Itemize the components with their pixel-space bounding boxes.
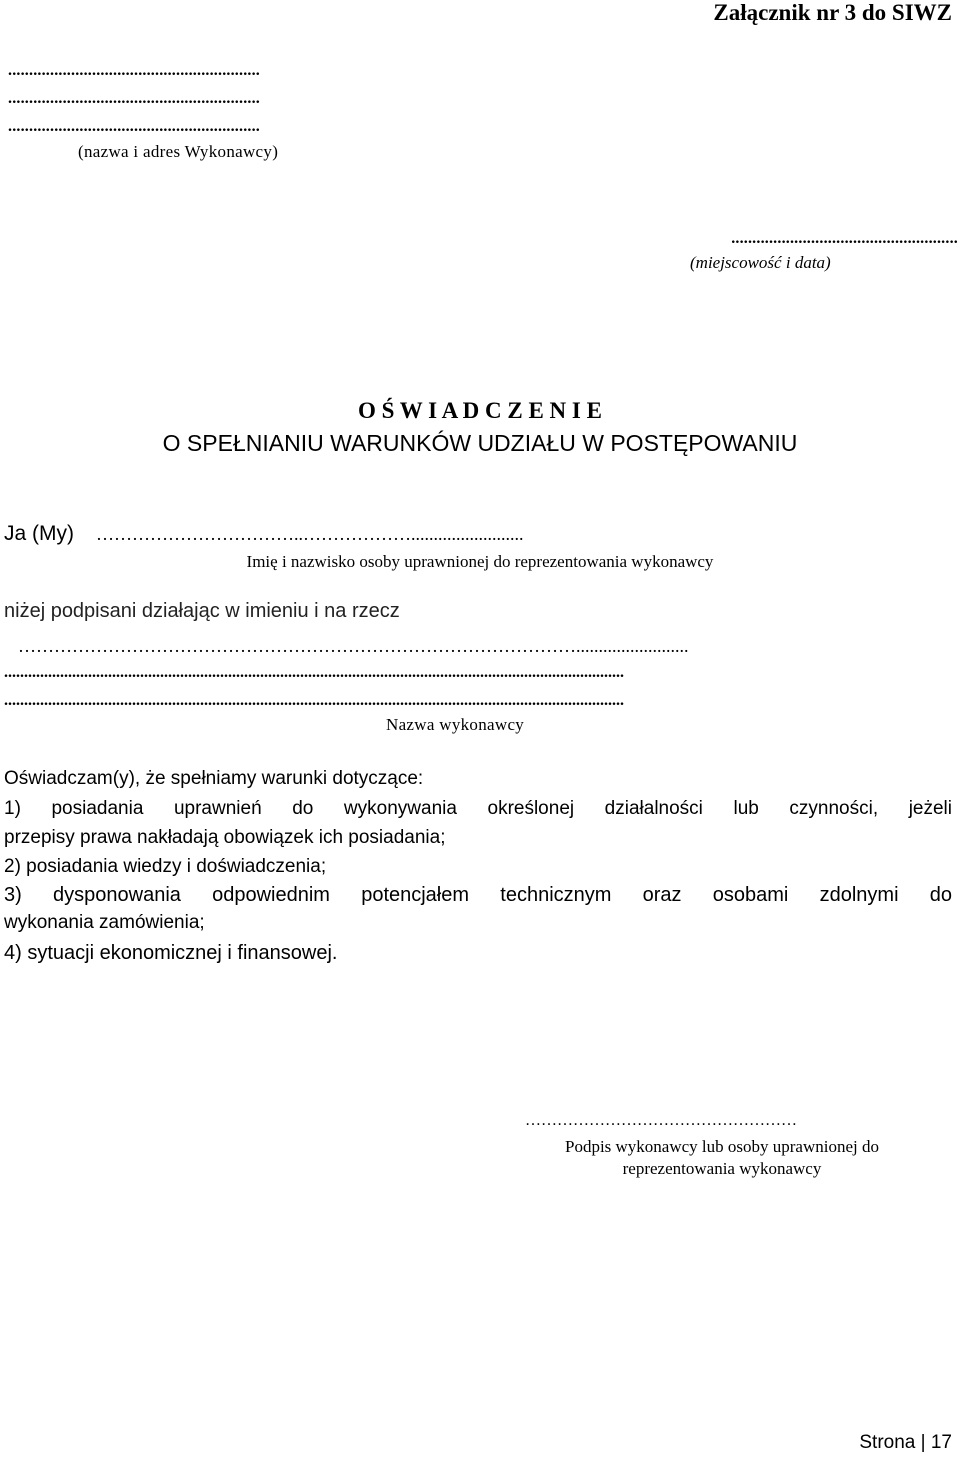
signature-dots: …………………………………………… xyxy=(525,1112,797,1129)
statement-item-3-line-1: 3) dysponowania odpowiednim potencjałem technicznym oraz osobami zdolnymi do xyxy=(4,884,952,906)
document-subtitle: O SPEŁNIANIU WARUNKÓW UDZIAŁU W POSTĘPOWANIU xyxy=(162,430,798,456)
page-footer xyxy=(859,1432,952,1454)
attachment-label: Załącznik nr 3 do SIWZ xyxy=(713,0,952,25)
signature-caption-line-2: reprezentowania wykonawcy xyxy=(622,1159,822,1178)
statement-item-4: 4) sytuacji ekonomicznej i finansowej. xyxy=(4,942,338,964)
signature-caption-line-1: Podpis wykonawcy lub osoby uprawnionej do xyxy=(564,1137,879,1156)
company-caption: Nazwa wykonawcy xyxy=(386,715,525,734)
statement-item-3-line-2: wykonania zamówienia; xyxy=(4,912,205,933)
declarant-dots: ……………………………..………………......................... xyxy=(96,524,524,544)
company-dots-line-2: ........................................................................................................................................................... xyxy=(4,664,624,681)
statement-item-2: 2) posiadania wiedzy i doświadczenia; xyxy=(4,856,327,877)
company-dots-line-1: …………………………………………………………………………………......................... xyxy=(18,636,689,656)
page-number: 17 xyxy=(930,1432,952,1453)
contractor-dots-line-2: ............................................................ xyxy=(8,90,260,107)
acting-text: niżej podpisani działając w imieniu i na rzecz xyxy=(4,600,400,622)
place-date-caption: (miejscowość i data) xyxy=(690,253,831,272)
statement-item-1-line-2: przepisy prawa nakładają obowiązek ich posiadania; xyxy=(4,827,446,848)
company-dots-line-3: ........................................................................................................................................................... xyxy=(4,692,624,709)
statement-item-1-line-1: 1) posiadania uprawnień do wykonywania określonej działalności lub czynności, jeżeli xyxy=(4,798,952,819)
declarant-caption: Imię i nazwisko osoby uprawnionej do reprezentowania wykonawcy xyxy=(246,552,714,571)
contractor-dots-line-1: ............................................................ xyxy=(8,62,260,79)
contractor-caption: (nazwa i adres Wykonawcy) xyxy=(78,142,279,161)
page-separator: | xyxy=(920,1432,926,1453)
document-title: O Ś W I A D C Z E N I E xyxy=(358,398,602,423)
page-label: Strona xyxy=(859,1432,916,1453)
declarant-prefix: Ja (My) xyxy=(4,522,74,545)
contractor-dots-line-3: ............................................................ xyxy=(8,118,260,135)
statement-intro: Oświadczam(y), że spełniamy warunki dotyczące: xyxy=(4,768,424,789)
place-date-dots: ...................................................... xyxy=(731,230,958,247)
